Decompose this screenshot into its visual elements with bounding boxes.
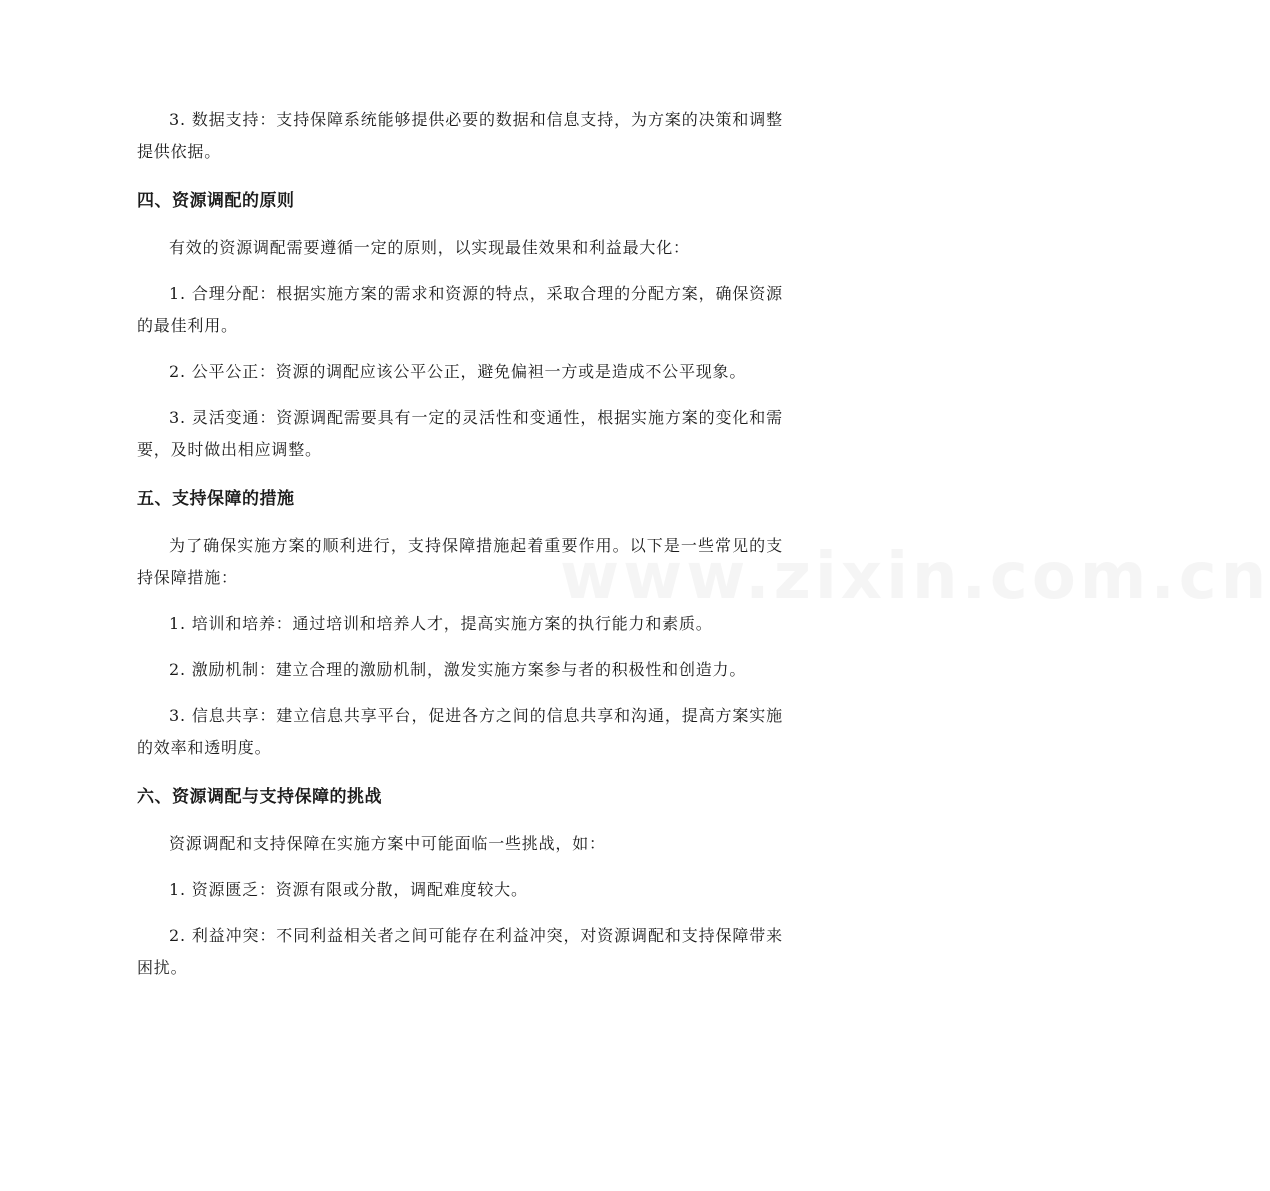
section-heading-4: 四、资源调配的原则 (137, 191, 295, 211)
paragraph-principles-intro: 有效的资源调配需要遵循一定的原则，以实现最佳效果和利益最大化： (169, 238, 690, 257)
paragraph-conflict-of-interest: 2. 利益冲突：不同利益相关者之间可能存在利益冲突，对资源调配和支持保障带来困扰。 (137, 926, 783, 977)
paragraph-measures-intro: 为了确保实施方案的顺利进行，支持保障措施起着重要作用。以下是一些常见的支持保障措施： (137, 536, 783, 587)
paragraph-training: 1. 培训和培养：通过培训和培养人才，提高实施方案的执行能力和素质。 (169, 614, 713, 633)
section-heading-5: 五、支持保障的措施 (137, 489, 295, 509)
section-heading-6: 六、资源调配与支持保障的挑战 (137, 787, 382, 807)
paragraph-challenges-intro: 资源调配和支持保障在实施方案中可能面临一些挑战，如： (169, 834, 606, 853)
paragraph-flexibility: 3. 灵活变通：资源调配需要具有一定的灵活性和变通性，根据实施方案的变化和需要，及时做出相应调整。 (137, 408, 783, 459)
document-body (137, 104, 783, 998)
paragraph-fairness: 2. 公平公正：资源的调配应该公平公正，避免偏袒一方或是造成不公平现象。 (169, 362, 747, 381)
paragraph-resource-scarcity: 1. 资源匮乏：资源有限或分散，调配难度较大。 (169, 880, 528, 899)
paragraph-reasonable-allocation: 1. 合理分配：根据实施方案的需求和资源的特点，采取合理的分配方案，确保资源的最佳利用。 (137, 284, 783, 335)
paragraph-info-sharing: 3. 信息共享：建立信息共享平台，促进各方之间的信息共享和沟通，提高方案实施的效率和透明度。 (137, 706, 783, 757)
watermark: www.zixin.com.cn (560, 540, 1270, 614)
paragraph-data-support: 3. 数据支持：支持保障系统能够提供必要的数据和信息支持，为方案的决策和调整提供依据。 (137, 110, 783, 161)
paragraph-incentives: 2. 激励机制：建立合理的激励机制，激发实施方案参与者的积极性和创造力。 (169, 660, 747, 679)
